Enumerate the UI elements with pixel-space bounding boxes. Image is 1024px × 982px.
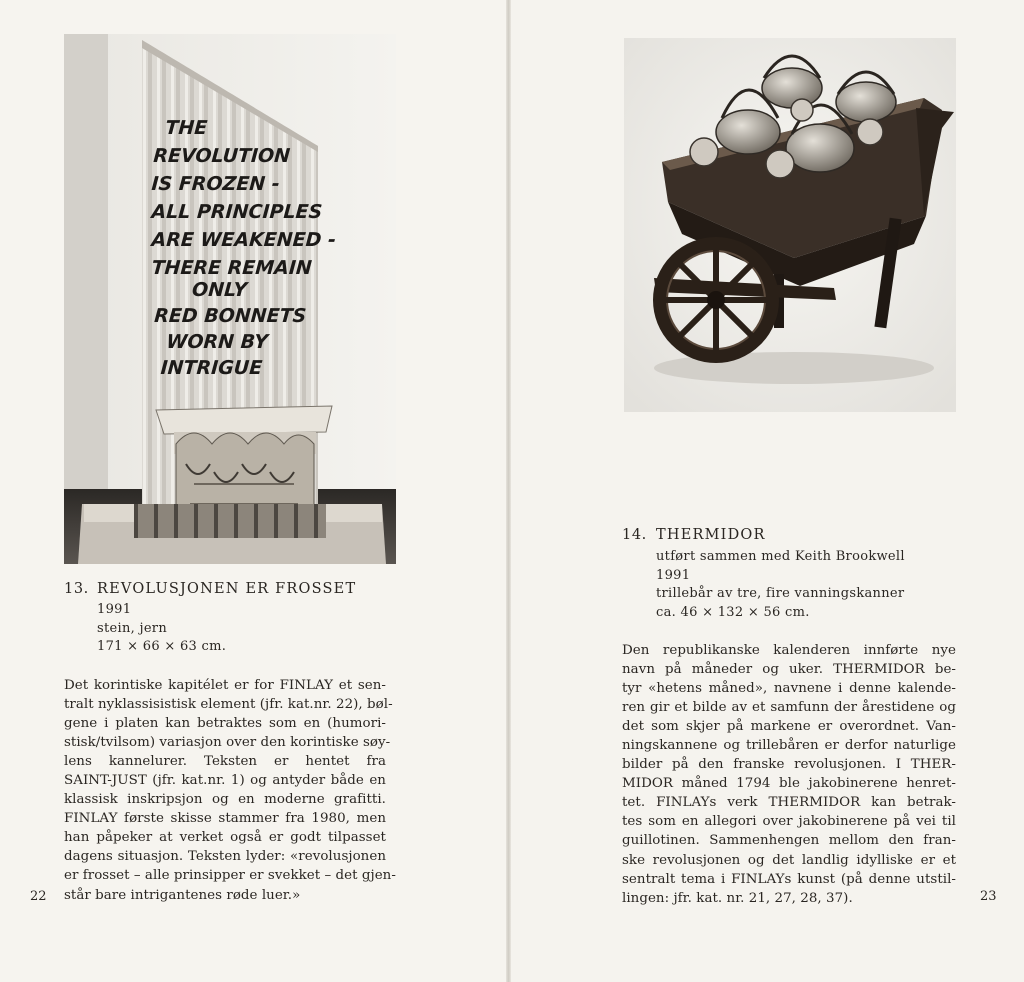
body-line: SAINT-JUST (jfr. kat.nr. 1) og antyder både en [64, 773, 386, 789]
wheelbarrow-photo [624, 38, 956, 412]
body-line: står bare intrigantenes røde luer.» [64, 887, 301, 903]
item-year: 1991 [656, 567, 691, 583]
body-line: tet. FINLAYs verk THERMIDOR kan betrak- [622, 795, 956, 811]
inscription-line: REVOLUTION [152, 145, 291, 167]
body-line: FINLAY første skisse stammer fra 1980, men [64, 811, 386, 827]
body-line: lens kannelurer. Teksten er hentet fra [64, 754, 386, 770]
item-metadata [97, 601, 226, 657]
inscription-line: RED BONNETS [153, 305, 308, 327]
body-line: ningskannene og trillebåren er derfor naturlige [622, 738, 956, 754]
body-line: tyr «hetens måned», navnene i denne kalende- [622, 681, 956, 697]
page-number: 23 [980, 889, 997, 904]
inscription-line: INTRIGUE [159, 357, 264, 379]
item-metadata [656, 548, 905, 622]
page-number: 22 [30, 889, 47, 904]
item-dimensions: ca. 46 × 132 × 56 cm. [656, 604, 810, 620]
body-line: tralt nyklassisistisk element (jfr. kat.nr. 22), bøl- [64, 697, 393, 713]
item-number: 13. [64, 581, 89, 597]
sculpture-photo [64, 34, 396, 564]
inscription-line: THERE REMAIN [150, 257, 313, 279]
inscription-line: ALL PRINCIPLES [150, 201, 324, 223]
inscription-line: WORN BY [165, 331, 269, 353]
book-gutter [506, 0, 511, 982]
body-line: han påpeker at verket også er godt tilpasset [64, 830, 386, 846]
body-line: navn på måneder og uker. THERMIDOR be- [622, 662, 956, 678]
item-material: stein, jern [97, 620, 167, 636]
item-title: THERMIDOR [656, 527, 766, 543]
item-title: REVOLUSJONEN ER FROSSET [97, 581, 357, 597]
inscription-line: IS FROZEN - [150, 173, 281, 195]
body-text [64, 676, 396, 905]
body-line: gene i platen kan betraktes som en (humori- [64, 716, 386, 732]
body-line: klassisk inskripsjon og en moderne grafitti. [64, 792, 386, 808]
body-line: ske revolusjonen og det landlig idylliske er et [622, 852, 956, 868]
body-line: det som skjer på markene er overordnet. Van- [622, 719, 956, 735]
body-line: guillotinen. Sammenhengen mellom den fran- [622, 833, 956, 849]
body-text [622, 641, 956, 908]
body-line: MIDOR måned 1794 ble jakobinerene henret- [622, 776, 956, 792]
inscription-line: THE [164, 117, 209, 139]
inscription-line: ARE WEAKENED - [150, 229, 337, 251]
body-line: lingen: jfr. kat. nr. 21, 27, 28, 37). [622, 890, 853, 906]
item-number: 14. [622, 527, 647, 543]
item-credit: utført sammen med Keith Brookwell [656, 549, 905, 564]
body-line: sentralt tema i FINLAYs kunst (på denne utstil- [622, 871, 956, 887]
body-line: er frosset – alle prinsipper er svekket – det gjen- [64, 868, 396, 884]
body-line: ren gir et bilde av et samfunn der årestidene og [622, 700, 956, 716]
body-line: Det korintiske kapitélet er for FINLAY et sen- [64, 678, 386, 693]
body-line: stisk/tvilsom) variasjon over den korintiske søy- [64, 735, 391, 751]
item-year: 1991 [97, 602, 132, 617]
body-line: tes som en allegori over jakobinerene på vei til [622, 814, 956, 830]
body-line: bilder på den franske revolusjonen. I THER- [622, 757, 956, 773]
item-material: trillebår av tre, fire vanningskanner [656, 586, 905, 601]
body-line: dagens situasjon. Teksten lyder: «revolusjonen [64, 849, 386, 865]
body-line: Den republikanske kalenderen innførte nye [622, 643, 956, 658]
inscription-line: ONLY [191, 279, 248, 301]
item-dimensions: 171 × 66 × 63 cm. [97, 639, 227, 654]
